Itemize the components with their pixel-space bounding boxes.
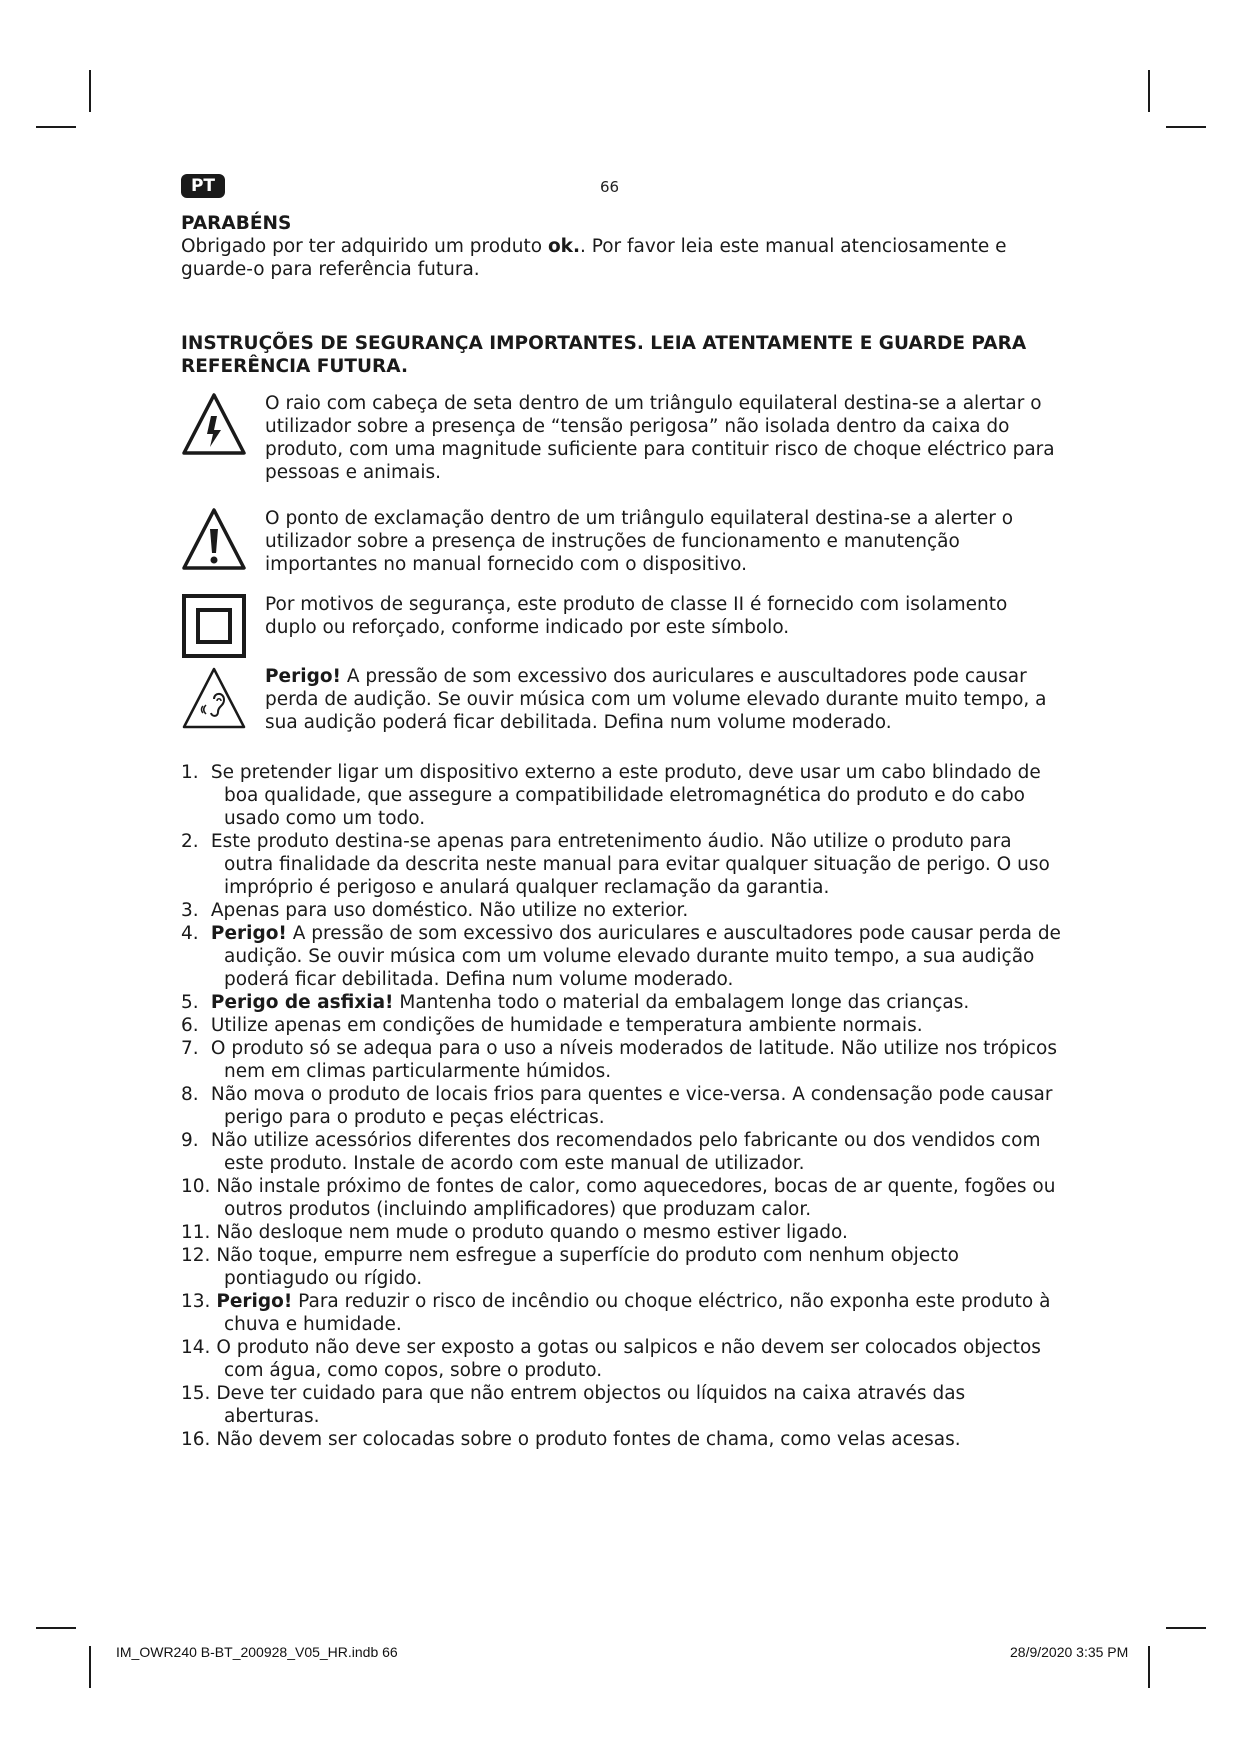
danger-label: Perigo! — [265, 666, 341, 687]
symbol-text-body: A pressão de som excessivo dos auriculares e auscultadores pode causar perda de audição. Se ouvir música com um volume elevado durante muito tempo, a sua audição poderá ficar debilitada. Defina num volume moderado. — [265, 666, 1047, 733]
symbol-text: O ponto de exclamação dentro de um triângulo equilateral destina-se a alerter o utilizador sobre a presença de instruções de funcionamento e manutenção importantes no manual fornecido com o dispositivo. — [265, 508, 1014, 575]
list-item-number: 12. — [181, 1245, 211, 1266]
footer-timestamp: 28/9/2020 3:35 PM — [1010, 1644, 1129, 1660]
safety-title: INSTRUÇÕES DE SEGURANÇA IMPORTANTES. LEIA ATENTAMENTE E GUARDE PARA REFERÊNCIA FUTURA. — [181, 333, 1027, 377]
list-item-text: Este produto destina-se apenas para entretenimento áudio. Não utilize o produto para outra finalidade da descrita neste manual para evitar qualquer situação de perigo. O uso impróprio é perigoso e anulará qualquer reclamação da garantia. — [210, 831, 1050, 898]
list-item — [181, 1037, 1061, 1083]
list-item-number: 16. — [181, 1429, 211, 1450]
list-item — [181, 1175, 1061, 1221]
list-item-text: Não instale próximo de fontes de calor, como aquecedores, bocas de ar quente, fogões ou outros produtos (incluindo amplificadores) que produzam calor. — [216, 1176, 1056, 1220]
list-item — [181, 1336, 1061, 1382]
crop-mark — [1148, 1646, 1150, 1688]
crop-mark — [89, 1646, 91, 1688]
list-item-text: Se pretender ligar um dispositivo externo a este produto, deve usar um cabo blindado de boa qualidade, que assegure a compatibilidade eletromagnética do produto e do cabo usado como um todo. — [210, 762, 1041, 829]
crop-mark — [36, 1627, 76, 1629]
list-item — [181, 1244, 1061, 1290]
list-item — [181, 922, 1061, 991]
list-item-warning: Perigo! — [210, 923, 287, 944]
safety-list — [181, 761, 1061, 1451]
list-item — [181, 1290, 1061, 1336]
list-item-text: Não desloque nem mude o produto quando o mesmo estiver ligado. — [216, 1222, 848, 1243]
list-item-number: 7. — [181, 1038, 199, 1059]
congrats-title: PARABÉNS — [181, 213, 292, 234]
list-item-text: O produto não deve ser exposto a gotas ou salpicos e não devem ser colocados objectos com água, como copos, sobre o produto. — [216, 1337, 1041, 1381]
list-item-number: 10. — [181, 1176, 211, 1197]
symbol-text: O raio com cabeça de seta dentro de um triângulo equilateral destina-se a alertar o utilizador sobre a presença de “tensão perigosa” não isolada dentro da caixa do produto, com uma magnitude suficiente para contituir risco de choque eléctrico para pessoas e animais. — [265, 393, 1055, 483]
list-item-text: Apenas para uso doméstico. Não utilize no exterior. — [210, 900, 689, 921]
symbol-text: Por motivos de segurança, este produto de classe II é fornecido com isolamento duplo ou reforçado, conforme indicado por este símbolo. — [265, 594, 1008, 638]
list-item — [181, 899, 1061, 922]
list-item-text: Deve ter cuidado para que não entrem objectos ou líquidos na caixa através das aberturas. — [216, 1383, 966, 1427]
list-item-text: Não devem ser colocadas sobre o produto fontes de chama, como velas acesas. — [216, 1429, 961, 1450]
symbol-row-exclamation — [181, 507, 1061, 576]
congrats-text-start: Obrigado por ter adquirido um produto — [181, 236, 548, 257]
symbol-text — [265, 665, 1061, 734]
list-item-number: 1. — [181, 762, 199, 783]
crop-mark — [1148, 70, 1150, 112]
list-item — [181, 991, 1061, 1014]
list-item-number: 5. — [181, 992, 199, 1013]
list-item-text: Mantenha todo o material da embalagem longe das crianças. — [393, 992, 970, 1013]
symbol-row-lightning — [181, 392, 1061, 484]
list-item-warning: Perigo de asfixia! — [210, 992, 394, 1013]
list-item — [181, 1221, 1061, 1244]
crop-mark — [36, 126, 76, 128]
list-item — [181, 830, 1061, 899]
list-item-number: 15. — [181, 1383, 211, 1404]
list-item-text: Não utilize acessórios diferentes dos recomendados pelo fabricante ou dos vendidos com este produto. Instale de acordo com este manual de utilizador. — [210, 1130, 1041, 1174]
list-item-number: 6. — [181, 1015, 199, 1036]
crop-mark — [1166, 126, 1206, 128]
congrats-text — [181, 235, 1061, 281]
list-item-text: Não toque, empurre nem esfregue a superfície do produto com nenhum objecto pontiagudo ou rígido. — [216, 1245, 959, 1289]
footer-file: IM_OWR240 B-BT_200928_V05_HR.indb 66 — [116, 1644, 398, 1660]
crop-mark — [1166, 1627, 1206, 1629]
crop-mark — [89, 70, 91, 112]
page-content — [181, 212, 1061, 1451]
list-item-text: A pressão de som excessivo dos auriculares e auscultadores pode causar perda de audição. Se ouvir música com um volume elevado durante muito tempo, a sua audição poderá ficar debilitada. Defina num volume moderado. — [224, 923, 1061, 990]
language-badge: PT — [181, 174, 225, 198]
exclamation-triangle-icon — [181, 507, 247, 571]
list-item — [181, 1014, 1061, 1037]
brand-name: ok. — [547, 236, 580, 257]
lightning-triangle-icon — [181, 392, 247, 456]
list-item-text: O produto só se adequa para o uso a níveis moderados de latitude. Não utilize nos trópicos nem em climas particularmente húmidos. — [210, 1038, 1057, 1082]
list-item — [181, 761, 1061, 830]
list-item-number: 13. — [181, 1291, 211, 1312]
list-item-number: 8. — [181, 1084, 199, 1105]
list-item-text: Não mova o produto de locais frios para quentes e vice-versa. A condensação pode causar perigo para o produto e peças eléctricas. — [210, 1084, 1053, 1128]
list-item-number: 9. — [181, 1130, 199, 1151]
list-item-number: 11. — [181, 1222, 211, 1243]
list-item — [181, 1083, 1061, 1129]
page-number: 66 — [600, 178, 620, 196]
congrats-text-end: . Por favor leia este manual atenciosamente e guarde-o para referência futura. — [181, 236, 1007, 280]
list-item-text: Utilize apenas em condições de humidade e temperatura ambiente normais. — [210, 1015, 923, 1036]
list-item-number: 2. — [181, 831, 199, 852]
list-item-warning: Perigo! — [216, 1291, 293, 1312]
list-item-number: 4. — [181, 923, 199, 944]
symbol-row-class-ii — [181, 593, 1061, 659]
symbol-row-hearing — [181, 665, 1061, 734]
list-item-number: 14. — [181, 1337, 211, 1358]
list-item — [181, 1129, 1061, 1175]
list-item — [181, 1428, 1061, 1451]
list-item-number: 3. — [181, 900, 199, 921]
double-square-icon — [181, 593, 247, 659]
hearing-warning-icon — [181, 665, 247, 731]
list-item-text: Para reduzir o risco de incêndio ou choque eléctrico, não exponha este produto à chuva e humidade. — [224, 1291, 1051, 1335]
list-item — [181, 1382, 1061, 1428]
